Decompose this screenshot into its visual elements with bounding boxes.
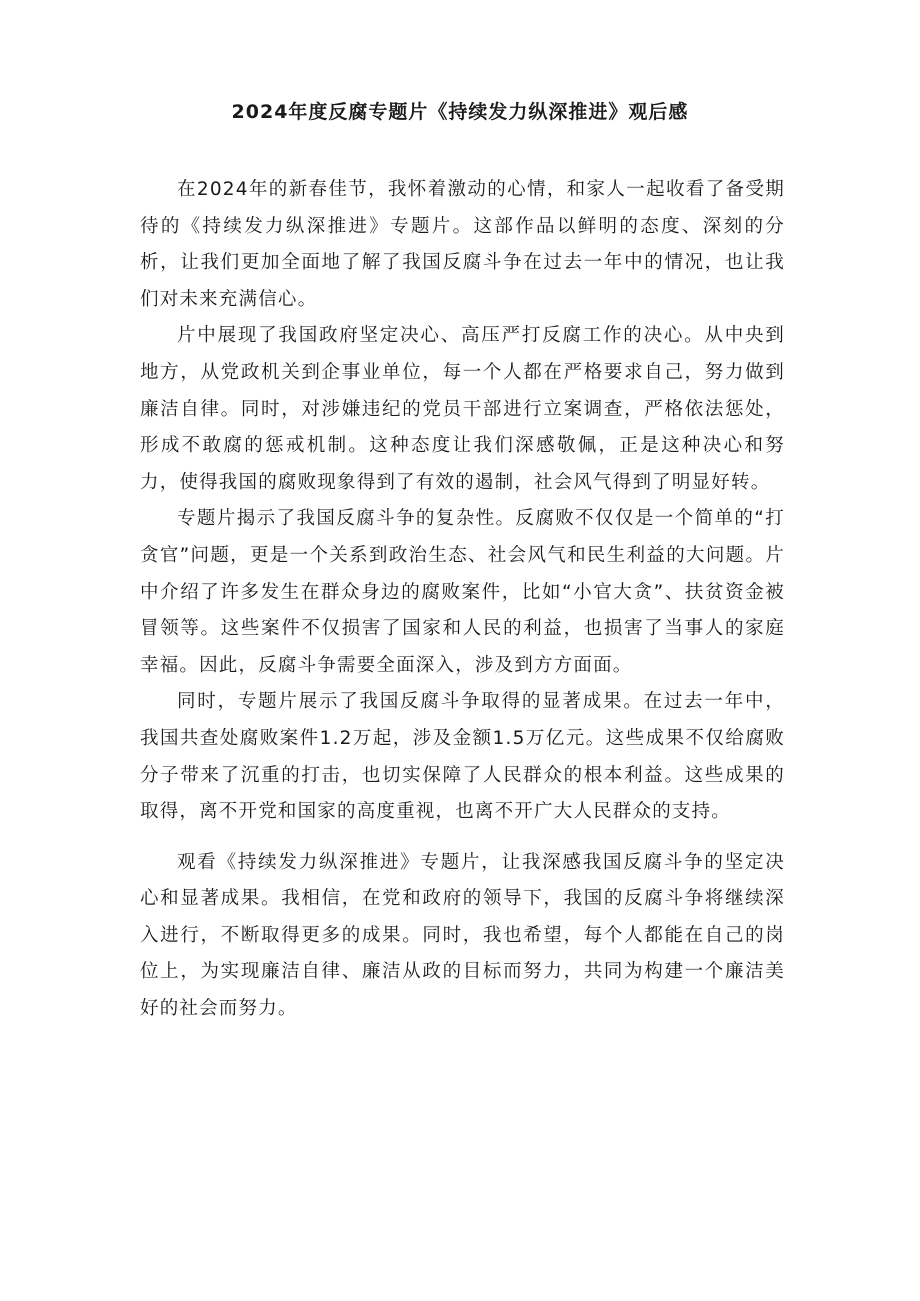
paragraph-3: 专题片揭示了我国反腐斗争的复杂性。反腐败不仅仅是一个简单的“打贪官”问题，更是一个关系到政治生态、社会风气和民生利益的大问题。片中介绍了许多发生在群众身边的腐败案件，比如“小官大贪”、扶贫资金被冒领等。这些案件不仅损害了国家和人民的利益，也损害了当事人的家庭幸福。因此，反腐斗争需要全面深入，涉及到方方面面。 (140, 508, 785, 676)
document-body (140, 172, 785, 1028)
document-title: 2024年度反腐专题片《持续发力纵深推进》观后感 (231, 101, 689, 123)
paragraph-1: 在2024年的新春佳节，我怀着激动的心情，和家人一起收看了备受期待的《持续发力纵深推进》专题片。这部作品以鲜明的态度、深刻的分析，让我们更加全面地了解了我国反腐斗争在过去一年中的情况，也让我们对未来充满信心。 (140, 179, 785, 310)
paragraph-4: 同时，专题片展示了我国反腐斗争取得的显著成果。在过去一年中，我国共查处腐败案件1.2万起，涉及金额1.5万亿元。这些成果不仅给腐败分子带来了沉重的打击，也切实保障了人民群众的根本利益。这些成果的取得，离不开党和国家的高度重视，也离不开广大人民群众的支持。 (140, 691, 785, 823)
paragraph-2: 片中展现了我国政府坚定决心、高压严打反腐工作的决心。从中央到地方，从党政机关到企事业单位，每一个人都在严格要求自己，努力做到廉洁自律。同时，对涉嫌违纪的党员干部进行立案调查，严格依法惩处，形成不敢腐的惩戒机制。这种态度让我们深感敬佩，正是这种决心和努力，使得我国的腐败现象得到了有效的遏制，社会风气得到了明显好转。 (140, 325, 785, 493)
paragraph-5: 观看《持续发力纵深推进》专题片，让我深感我国反腐斗争的坚定决心和显著成果。我相信，在党和政府的领导下，我国的反腐斗争将继续深入进行，不断取得更多的成果。同时，我也希望，每个人都能在自己的岗位上，为实现廉洁自律、廉洁从政的目标而努力，共同为构建一个廉洁美好的社会而努力。 (140, 851, 785, 1020)
